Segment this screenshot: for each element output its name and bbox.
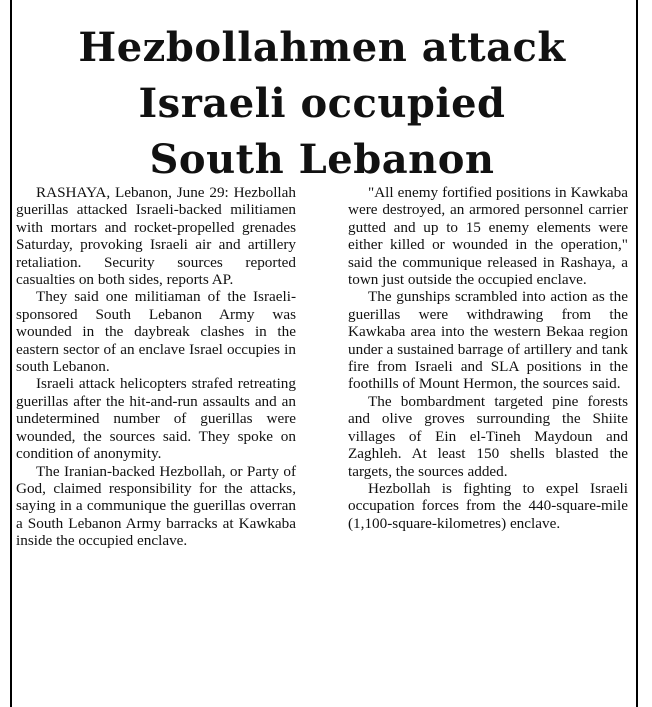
- paragraph: The bombardment targeted pine forests and olive groves surrounding the Shiite villages of Ein el-Tineh Maydoun and Zaghleh. At least 150 shells blasted the targets, the sources added.: [348, 392, 628, 480]
- paragraph: Hezbollah is fighting to expel Israeli occupation forces from the 440-square-mile (1,100-square-kilometres) enclave.: [348, 479, 628, 532]
- headline-line-3: South Lebanon: [149, 136, 495, 183]
- right-column: [342, 184, 634, 550]
- paragraph-dateline: RASHAYA, Lebanon, June 29: Hezbollah guerillas attacked Israeli-backed militiamen with mortars and rocket-propelled grenades Saturday, provoking Israeli air and artillery retaliation. Security sources reported casualties on both sides, reports AP.: [16, 184, 296, 289]
- paragraph: Israeli attack helicopters strafed retreating guerillas after the hit-and-run assaults and an undetermined number of guerillas were wounded, the sources said. They spoke on condition of anonymity.: [16, 375, 296, 463]
- headline-line-2: Israeli occupied: [138, 80, 506, 127]
- headline-line-1: Hezbollahmen attack: [78, 24, 566, 71]
- article-body: [10, 184, 634, 550]
- paragraph: "All enemy fortified positions in Kawkaba were destroyed, an armored personnel carrier gutted and up to 15 enemy elements were either killed or wounded in the operation," said the communique released in Rashaya, a town just outside the occupied enclave.: [348, 184, 628, 289]
- paragraph: The gunships scrambled into action as the guerillas were withdrawing from the Kawkaba area into the western Bekaa region under a sustained barrage of artillery and tank fire from Israeli and SLA positions in the foothills of Mount Hermon, the sources said.: [348, 288, 628, 393]
- left-column: [10, 184, 302, 550]
- clipping-right-border: [636, 0, 638, 707]
- paragraph: They said one militiaman of the Israeli-sponsored South Lebanon Army was wounded in the daybreak clashes in the eastern sector of an enclave Israel occupies in south Lebanon.: [16, 288, 296, 376]
- newspaper-clipping: [10, 6, 634, 703]
- headline: [10, 6, 634, 183]
- paragraph: The Iranian-backed Hezbollah, or Party of God, claimed responsibility for the attacks, saying in a communique the guerillas overran a South Lebanon Army barracks at Kawkaba inside the occupied enclave.: [16, 462, 296, 550]
